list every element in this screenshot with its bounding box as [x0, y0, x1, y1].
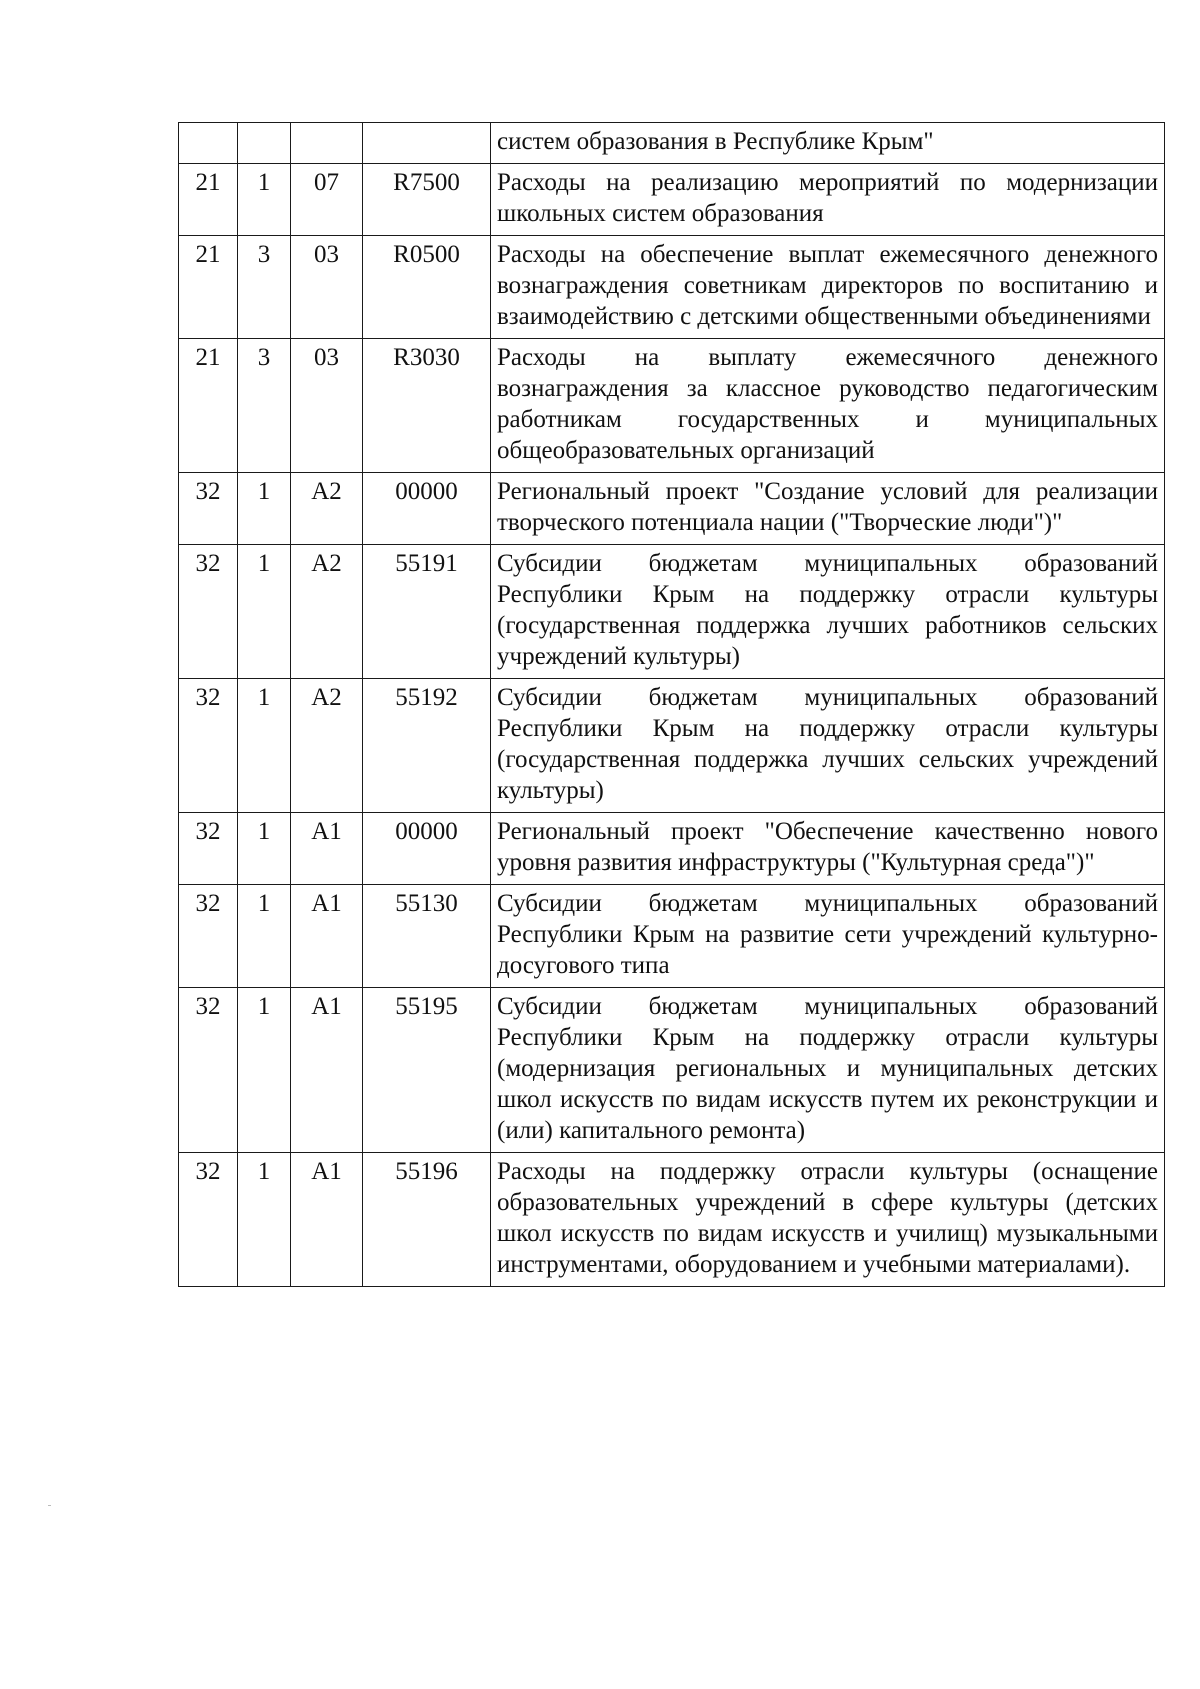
- subprogram-code-cell: 1: [238, 988, 291, 1153]
- budget-classification-table: [178, 122, 1165, 1287]
- program-code-cell: 32: [179, 679, 238, 813]
- description-cell: Субсидии бюджетам муниципальных образований Республики Крым на развитие сети учреждений культурно-досугового типа: [491, 885, 1165, 988]
- table-row: [179, 123, 1165, 164]
- program-code-cell: 21: [179, 236, 238, 339]
- subprogram-code-cell: 1: [238, 473, 291, 545]
- program-code-cell: 32: [179, 1153, 238, 1287]
- program-code-cell: 32: [179, 473, 238, 545]
- table-row: [179, 988, 1165, 1153]
- table-row: [179, 679, 1165, 813]
- table-row: [179, 236, 1165, 339]
- program-code-cell: 32: [179, 813, 238, 885]
- description-cell: Субсидии бюджетам муниципальных образований Республики Крым на поддержку отрасли культуры (государственная поддержка лучших работников сельских учреждений культуры): [491, 545, 1165, 679]
- event-code-cell: А1: [291, 813, 363, 885]
- event-code-cell: А1: [291, 988, 363, 1153]
- program-code-cell: 21: [179, 164, 238, 236]
- subprogram-code-cell: 1: [238, 545, 291, 679]
- program-code-cell: [179, 123, 238, 164]
- subprogram-code-cell: 3: [238, 339, 291, 473]
- event-code-cell: А2: [291, 545, 363, 679]
- expense-code-cell: 55195: [363, 988, 491, 1153]
- description-cell: Расходы на реализацию мероприятий по модернизации школьных систем образования: [491, 164, 1165, 236]
- description-cell: Расходы на выплату ежемесячного денежного вознаграждения за классное руководство педагогическим работникам государственных и муниципальных общеобразовательных организаций: [491, 339, 1165, 473]
- expense-code-cell: R7500: [363, 164, 491, 236]
- table-row: [179, 473, 1165, 545]
- description-cell: Региональный проект "Создание условий для реализации творческого потенциала нации ("Творческие люди")": [491, 473, 1165, 545]
- expense-code-cell: 55191: [363, 545, 491, 679]
- program-code-cell: 21: [179, 339, 238, 473]
- table-row: [179, 813, 1165, 885]
- subprogram-code-cell: 1: [238, 813, 291, 885]
- description-cell: Субсидии бюджетам муниципальных образований Республики Крым на поддержку отрасли культуры (модернизация региональных и муниципальных детских школ искусств по видам искусств путем их реконструкции и (или) капитального ремонта): [491, 988, 1165, 1153]
- table-row: [179, 1153, 1165, 1287]
- subprogram-code-cell: 1: [238, 679, 291, 813]
- event-code-cell: А1: [291, 885, 363, 988]
- subprogram-code-cell: 3: [238, 236, 291, 339]
- event-code-cell: А2: [291, 679, 363, 813]
- event-code-cell: [291, 123, 363, 164]
- table-row: [179, 164, 1165, 236]
- event-code-cell: 03: [291, 236, 363, 339]
- expense-code-cell: 55192: [363, 679, 491, 813]
- expense-code-cell: 00000: [363, 473, 491, 545]
- expense-code-cell: [363, 123, 491, 164]
- description-cell: Расходы на поддержку отрасли культуры (оснащение образовательных учреждений в сфере культуры (детских школ искусств по видам искусств и училищ) музыкальными инструментами, оборудованием и учебными материалами).: [491, 1153, 1165, 1287]
- subprogram-code-cell: 1: [238, 885, 291, 988]
- scan-speck: [48, 1505, 51, 1506]
- expense-code-cell: R0500: [363, 236, 491, 339]
- description-cell: систем образования в Республике Крым": [491, 123, 1165, 164]
- event-code-cell: А1: [291, 1153, 363, 1287]
- table-row: [179, 339, 1165, 473]
- subprogram-code-cell: 1: [238, 164, 291, 236]
- event-code-cell: А2: [291, 473, 363, 545]
- table-row: [179, 885, 1165, 988]
- subprogram-code-cell: [238, 123, 291, 164]
- event-code-cell: 07: [291, 164, 363, 236]
- expense-code-cell: 00000: [363, 813, 491, 885]
- program-code-cell: 32: [179, 885, 238, 988]
- description-cell: Региональный проект "Обеспечение качественно нового уровня развития инфраструктуры ("Культурная среда")": [491, 813, 1165, 885]
- expense-code-cell: 55196: [363, 1153, 491, 1287]
- program-code-cell: 32: [179, 545, 238, 679]
- expense-code-cell: R3030: [363, 339, 491, 473]
- program-code-cell: 32: [179, 988, 238, 1153]
- subprogram-code-cell: 1: [238, 1153, 291, 1287]
- description-cell: Расходы на обеспечение выплат ежемесячного денежного вознаграждения советникам директоров по воспитанию и взаимодействию с детскими общественными объединениями: [491, 236, 1165, 339]
- expense-code-cell: 55130: [363, 885, 491, 988]
- description-cell: Субсидии бюджетам муниципальных образований Республики Крым на поддержку отрасли культуры (государственная поддержка лучших сельских учреждений культуры): [491, 679, 1165, 813]
- table-row: [179, 545, 1165, 679]
- event-code-cell: 03: [291, 339, 363, 473]
